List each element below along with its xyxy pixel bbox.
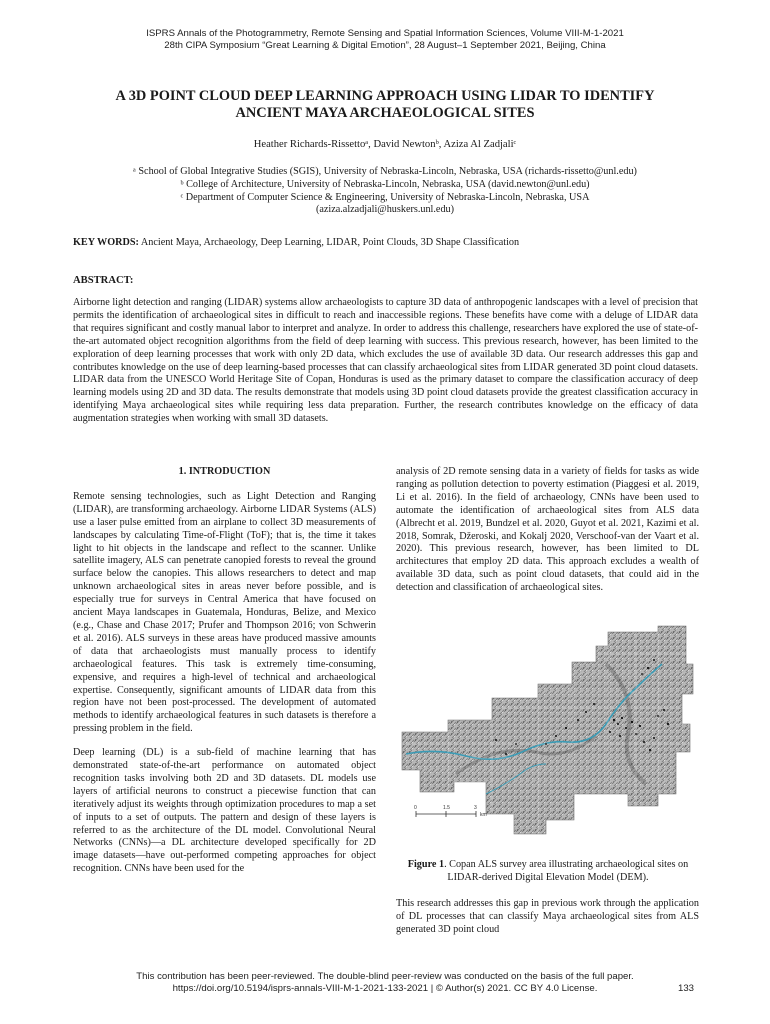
running-header — [0, 28, 770, 52]
affiliation-a: ᵃ School of Global Integrative Studies (SGIS), University of Nebraska-Lincoln, Nebraska, USA (richards-rissetto@unl.edu) — [133, 166, 637, 177]
keywords-label: KEY WORDS: — [73, 237, 139, 248]
intro-paragraph-3: analysis of 2D remote sensing data in a variety of fields for tasks as wide ranging as pollution detection to poverty estimation (Piaggesi et al. 2019, Li et al. 2016). In the field of archaeology, CNNs have been used to automate the identification of archaeological sites from ALS data (Albrecht et al. 2019, Bundzel et al. 2020, Guyot et al. 2021, Kazimi et al. 2018, Somrak, Džeroski, and Kokalj 2020, Verschoof-van der Vaart et al. 2020). This previous research, however, has been limited to DL architectures that employ 2D data. This approach excludes a wealth of available 3D data, such as point cloud datasets, that could aid in the detection and classification of archaeological sites. — [396, 466, 699, 594]
affiliation-c: ᶜ Department of Computer Science & Engineering, University of Nebraska-Lincoln, Nebraska, USA — [180, 191, 590, 203]
affiliation-b: ᵇ College of Architecture, University of Nebraska-Lincoln, Nebraska, USA (david.newton@unl.edu) — [180, 178, 590, 190]
paper-title — [40, 88, 730, 122]
affiliations — [40, 166, 730, 217]
scale-label-mid: 1.5 — [443, 805, 450, 811]
header-journal-line: ISPRS Annals of the Photogrammetry, Remote Sensing and Spatial Information Sciences, Volume VIII-M-1-2021 — [146, 28, 624, 39]
footer-review-note: This contribution has been peer-reviewed. The double-blind peer-review was conducted on the basis of the full paper. — [136, 971, 634, 982]
author-list: Heather Richards-Rissettoᵃ, David Newtonᵇ, Aziza Al Zadjaliᶜ — [253, 139, 517, 150]
keywords-text: Ancient Maya, Archaeology, Deep Learning, LIDAR, Point Clouds, 3D Shape Classification — [138, 237, 520, 248]
header-symposium-line: 28th CIPA Symposium “Great Learning & Digital Emotion”, 28 August–1 September 2021, Beijing, China — [164, 40, 606, 51]
figure-caption-label: Figure 1 — [407, 859, 445, 870]
affiliation-c-email: (aziza.alzadjali@huskers.unl.edu) — [315, 204, 455, 216]
figure-1-map — [396, 624, 699, 846]
abstract-text: Airborne light detection and ranging (LIDAR) systems allow archaeologists to capture 3D data of anthropogenic landscapes with a level of precision that permits the identification of archaeological sites in difficult to reach and inaccessible regions. These benefits have come with a deluge of LIDAR data that requires significant and costly manual labor to interpret and analyze. In order to address this challenge, researchers have explored the use of state-of-the-art automated object recognition algorithms from the field of deep learning with success. This previous research, however, has been limited to the exploration of deep learning processes that work with only 2D data, which excludes the use of available 3D data. Our research addresses this gap and contributes knowledge on the use of deep learning-based processes that can classify archaeological sites from LIDAR generated 3D point cloud datasets. LIDAR data from the UNESCO World Heritage Site of Copan, Honduras is used as the primary dataset to compare the classification accuracy of deep learning models using 2D and 3D data. The results demonstrate that models using 3D point cloud datasets provide the greatest classification accuracy in identifying Maya archaeological sites while requiring less data preparation. Further, the research contributes knowledge on the efficacy of data augmentation strategies when working with small 3D datasets. — [73, 297, 698, 425]
intro-paragraph-2: Deep learning (DL) is a sub-field of machine learning that has demonstrated state-of-the-art performance on automated object recognition tasks involving both 2D and 3D datasets. DL models use layers of artificial neurons to construct a piecewise function that can iteratively adjust its weights through optimization procedures to map a set of inputs to a set of outputs. The pattern and design of these layers is referred to as the architecture of the DL model. Convolutional Neural Networks (CNNs)—a DL architecture developed specifically for 2D image datasets—have out-performed competing approaches for object recognition. CNNs have been used for the — [73, 747, 376, 875]
figure-caption-text: . Copan ALS survey area illustrating archaeological sites on LIDAR-derived Digital Elevation Model (DEM). — [444, 859, 689, 883]
intro-paragraph-4: This research addresses this gap in previous work through the application of DL processes that can classify Maya archaeological sites from ALS generated 3D point cloud — [396, 898, 699, 935]
right-column — [396, 466, 699, 603]
left-column — [73, 466, 376, 887]
footer-doi-license: https://doi.org/10.5194/isprs-annals-VIII-M-1-2021-133-2021 | © Author(s) 2021. CC BY 4.0 License. — [172, 983, 598, 994]
keywords — [73, 236, 698, 249]
title-line-2: ANCIENT MAYA ARCHAEOLOGICAL SITES — [235, 105, 535, 121]
abstract-heading: ABSTRACT: — [73, 275, 134, 286]
title-line-1: A 3D POINT CLOUD DEEP LEARNING APPROACH USING LIDAR TO IDENTIFY — [115, 88, 655, 104]
page-number: 133 — [678, 983, 695, 994]
survey-area-dem — [402, 626, 693, 834]
figure-1-caption — [403, 859, 693, 885]
scale-label-max: 3 — [474, 805, 477, 811]
dem-map-image — [396, 624, 699, 846]
section-heading-introduction: 1. INTRODUCTION — [178, 466, 271, 477]
scale-label-0: 0 — [414, 805, 417, 811]
page-footer — [0, 971, 770, 995]
intro-paragraph-1: Remote sensing technologies, such as Light Detection and Ranging (LIDAR), are transforming archaeology. Airborne LIDAR Systems (ALS) use a laser pulse emitted from an airplane to collect 3D measurements of landscapes by calculating Time-of-Flight (ToF); that is, the time it takes light to hit objects in the landscape and reflect to the scanner. Unlike satellite imagery, ALS can penetrate canopied forests to reveal the ground surface below the canopies. This allows researchers to detect and map unknown archaeological sites in areas never before possible, and is especially true for surveys in Central America that have focused on ancient Maya landscapes in Guatemala, Honduras, Belize, and Mexico (e.g., Chase and Chase 2017; Prufer and Thompson 2016; von Schwerin et al. 2016). ALS surveys in these areas have produced massive amounts of data that archaeologists must manually process to identify archaeological features. This task is extremely time-consuming, expensive, and requires a high-level of technical and archaeological expertise. Consequently, significant amounts of LIDAR data from this region have not been post-processed. The development of automated methods to identify archaeological features in such datasets is therefore a pressing problem in the field. — [73, 490, 376, 735]
scale-label-unit: km — [480, 812, 487, 818]
scale-bar — [416, 811, 476, 817]
